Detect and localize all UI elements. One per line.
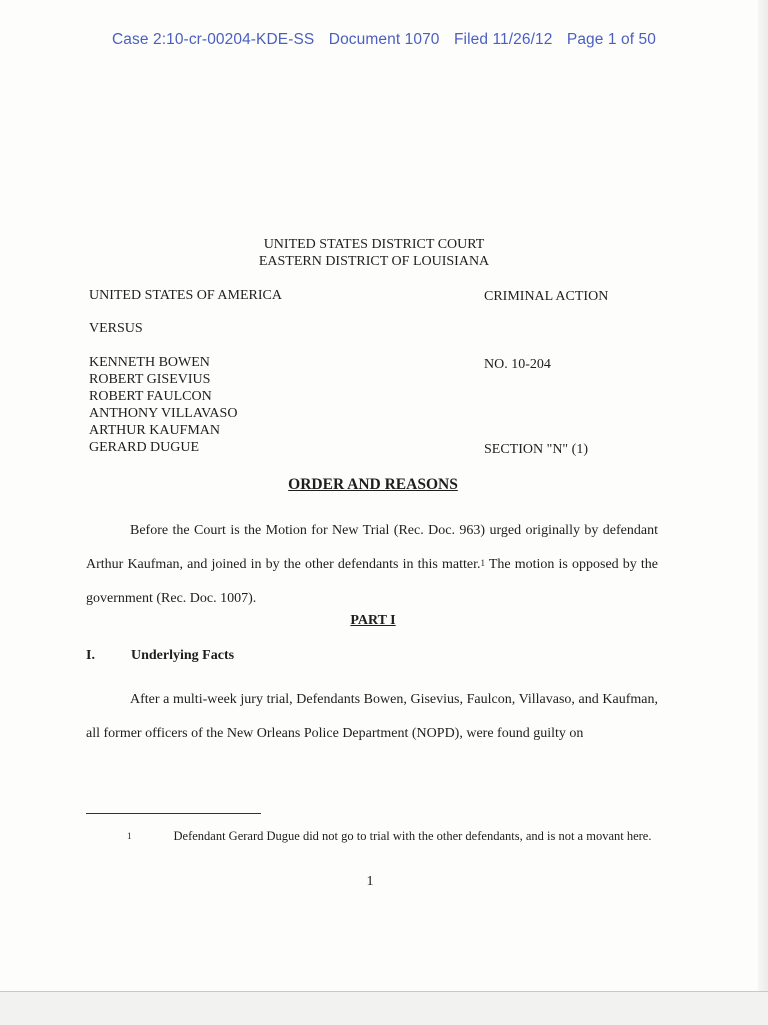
versus: VERSUS xyxy=(89,321,143,336)
defendant-list xyxy=(89,354,237,456)
plaintiff: UNITED STATES OF AMERICA xyxy=(89,288,282,303)
action-type: CRIMINAL ACTION xyxy=(484,289,609,304)
intro-paragraph xyxy=(86,514,658,616)
case-no: NO. 10-204 xyxy=(484,357,551,372)
footnote-text: Defendant Gerard Dugue did not go to trial with the other defendants, and is not a movant here. xyxy=(173,829,652,843)
defendant-name: ROBERT FAULCON xyxy=(89,389,212,404)
footnote-mark: 1 xyxy=(127,831,132,841)
footnote-divider xyxy=(86,813,261,814)
intro-text: Before the Court is the Motion for New Trial (Rec. Doc. 963) urged originally by defendant Arthur Kaufman, and joined in by the other defendants in this matter. xyxy=(86,523,658,572)
section-number: I. xyxy=(86,648,95,663)
defendant-name: GERARD DUGUE xyxy=(89,440,200,455)
defendant-name: ROBERT GISEVIUS xyxy=(89,372,211,387)
case-number: Case 2:10-cr-00204-KDE-SS xyxy=(112,31,315,48)
section-title: Underlying Facts xyxy=(131,648,235,663)
court-line-1: UNITED STATES DISTRICT COURT xyxy=(263,237,485,252)
case-header-stamp xyxy=(0,31,768,49)
page-number: 1 xyxy=(366,874,374,889)
scan-edge-right xyxy=(758,0,768,991)
facts-paragraph: After a multi-week jury trial, Defendants Bowen, Gisevius, Faulcon, Villavaso, and Kaufman, all former officers of the New Orleans Police Department (NOPD), were found guilty on xyxy=(86,692,658,741)
page-count: Page 1 of 50 xyxy=(566,31,656,48)
document-title: ORDER AND REASONS xyxy=(288,476,458,493)
defendant-name: ARTHUR KAUFMAN xyxy=(89,423,221,438)
scan-edge-bottom xyxy=(0,991,768,1025)
footnote-reference: 1 xyxy=(480,558,485,568)
document-number: Document 1070 xyxy=(328,31,440,48)
intro-text-continued: The motion is opposed by the government (Rec. Doc. 1007). xyxy=(86,557,659,606)
court-line-2: EASTERN DISTRICT OF LOUISIANA xyxy=(258,254,490,269)
defendant-name: ANTHONY VILLAVASO xyxy=(89,406,238,421)
footnote xyxy=(86,828,658,844)
part-heading: PART I xyxy=(350,613,396,628)
section-label: SECTION "N" (1) xyxy=(484,442,588,457)
defendant-name: KENNETH BOWEN xyxy=(89,355,210,370)
court-name xyxy=(0,236,748,270)
filed-date: Filed 11/26/12 xyxy=(453,31,553,48)
